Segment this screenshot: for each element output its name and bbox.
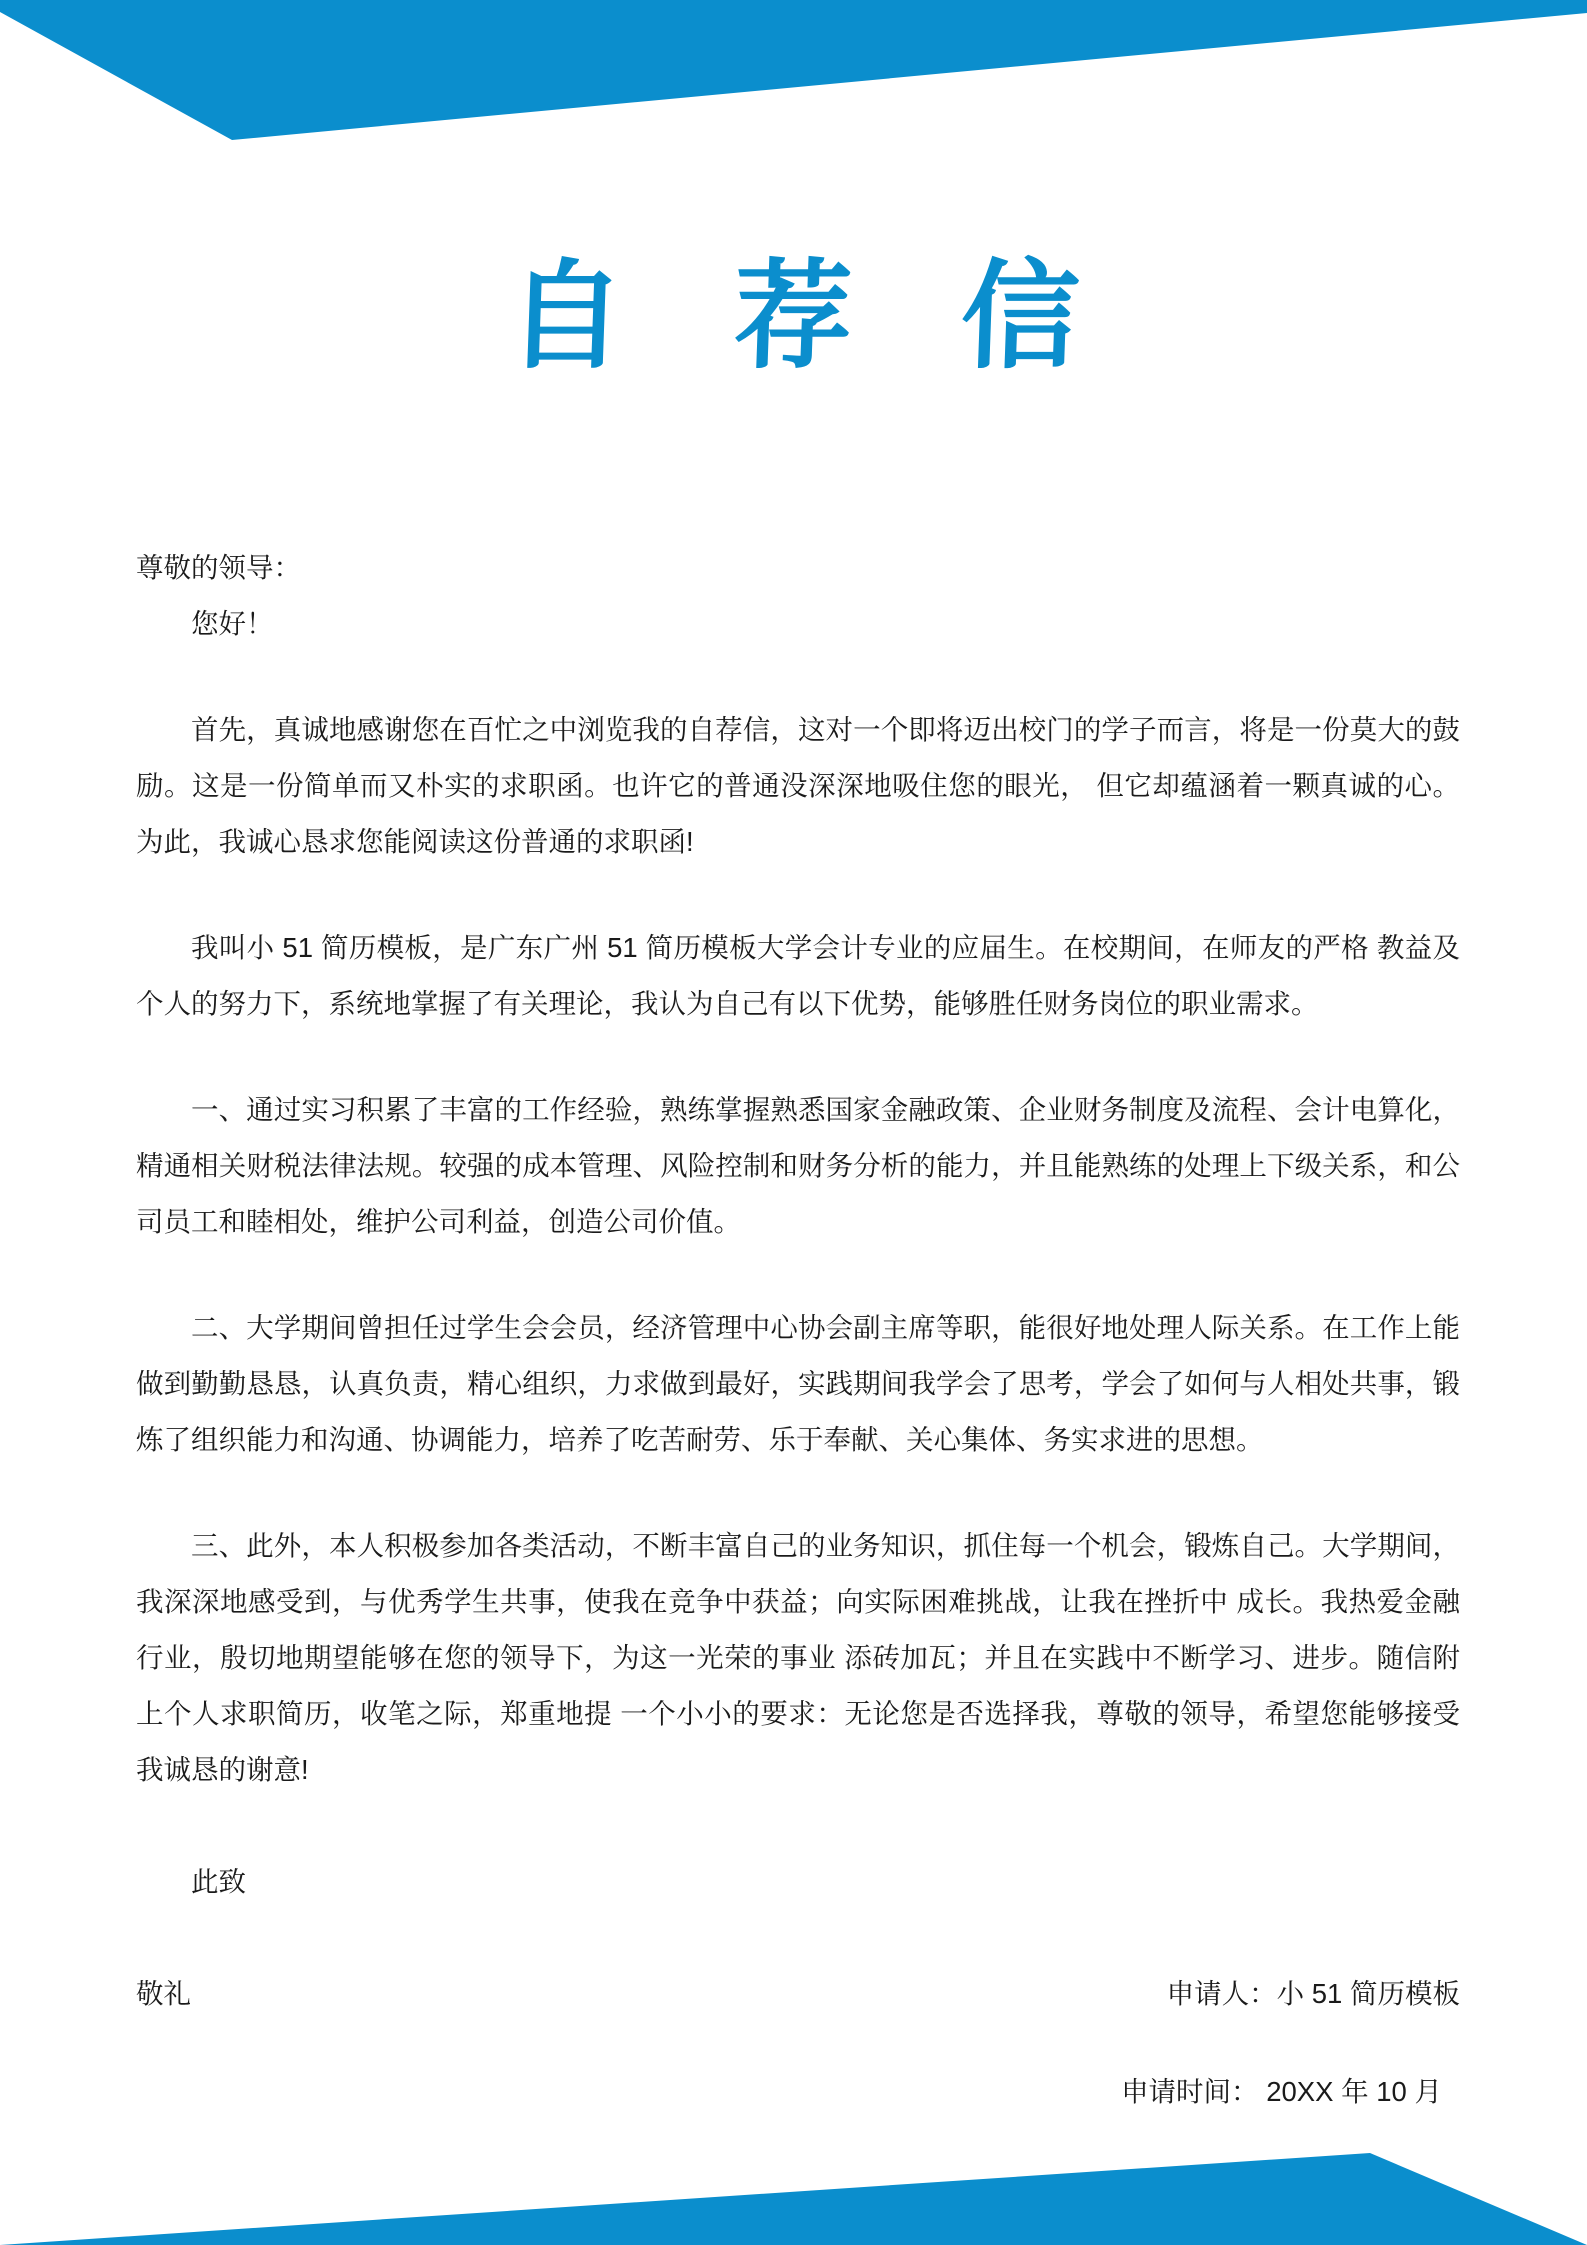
letter-body [136,540,1460,2120]
closing-cici: 此致 [191,1866,246,1897]
top-decoration-shape [0,0,1587,160]
closing-jingli-row [136,1966,1460,2022]
closing-block [136,1854,1460,2120]
applicant-signature: 申请人：小 51 简历模板 [1166,1978,1460,2009]
greeting: 您好！ [191,608,274,639]
page-title: 自 荐 信 [504,246,1117,385]
paragraph-point-one: 一、通过实习积累了丰富的工作经验，熟练掌握熟悉国家金融政策、企业财务制度及流程、会计电算化，精通相关财税法律法规。较强的成本管理、风险控制和财务分析的能力，并且能熟练的处理上下级关系，和公司员工和睦相处，维护公司利益，创造公司价值。 [136,1094,1460,1237]
page-title-wrapper [0,246,1587,385]
paragraph-point-two: 二、大学期间曾担任过学生会会员，经济管理中心协会副主席等职，能很好地处理人际关系。在工作上能做到勤勤恳恳，认真负责，精心组织，力求做到最好，实践期间我学会了思考，学会了如何与人相处共事，锻炼了组织能力和沟通、协调能力，培养了吃苦耐劳、乐于奉献、关心集体、务实求进的思想。 [136,1312,1460,1455]
salutation: 尊敬的领导： [136,552,301,583]
closing-jingli-label: 敬礼 [136,1978,191,2009]
paragraph-point-three: 三、此外，本人积极参加各类活动，不断丰富自己的业务知识，抓住每一个机会，锻炼自己。大学期间，我深深地感受到，与优秀学生共事，使我在竞争中获益；向实际困难挑战，让我在挫折中 成长。我热爱金融行业，殷切地期望能够在您的领导下，为这一光荣的事业 添砖加瓦；并且在实践中不断学习、进步。随信附上个人求职简历，收笔之际，郑重地提 一个小小的要求：无论您是否选择我，尊敬的领导，希望您能够接受我诚恳的谢意! [136,1530,1460,1785]
paragraph-intro: 首先，真诚地感谢您在百忙之中浏览我的自荐信，这对一个即将迈出校门的学子而言，将是一份莫大的鼓励。这是一份简单而又朴实的求职函。也许它的普通没深深地吸住您的眼光， 但它却蕴涵着一颗真诚的心。为此，我诚心恳求您能阅读这份普通的求职函! [136,714,1460,857]
top-decoration-band [0,0,1587,160]
application-date: 申请时间： 20XX 年 10 月 [1121,2076,1442,2107]
paragraph-self-introduction: 我叫小 51 简历模板，是广东广州 51 简历模板大学会计专业的应届生。在校期间，在师友的严格 教益及个人的努力下，系统地掌握了有关理论，我认为自己有以下优势，能够胜任财务岗位的职业需求。 [136,932,1460,1019]
